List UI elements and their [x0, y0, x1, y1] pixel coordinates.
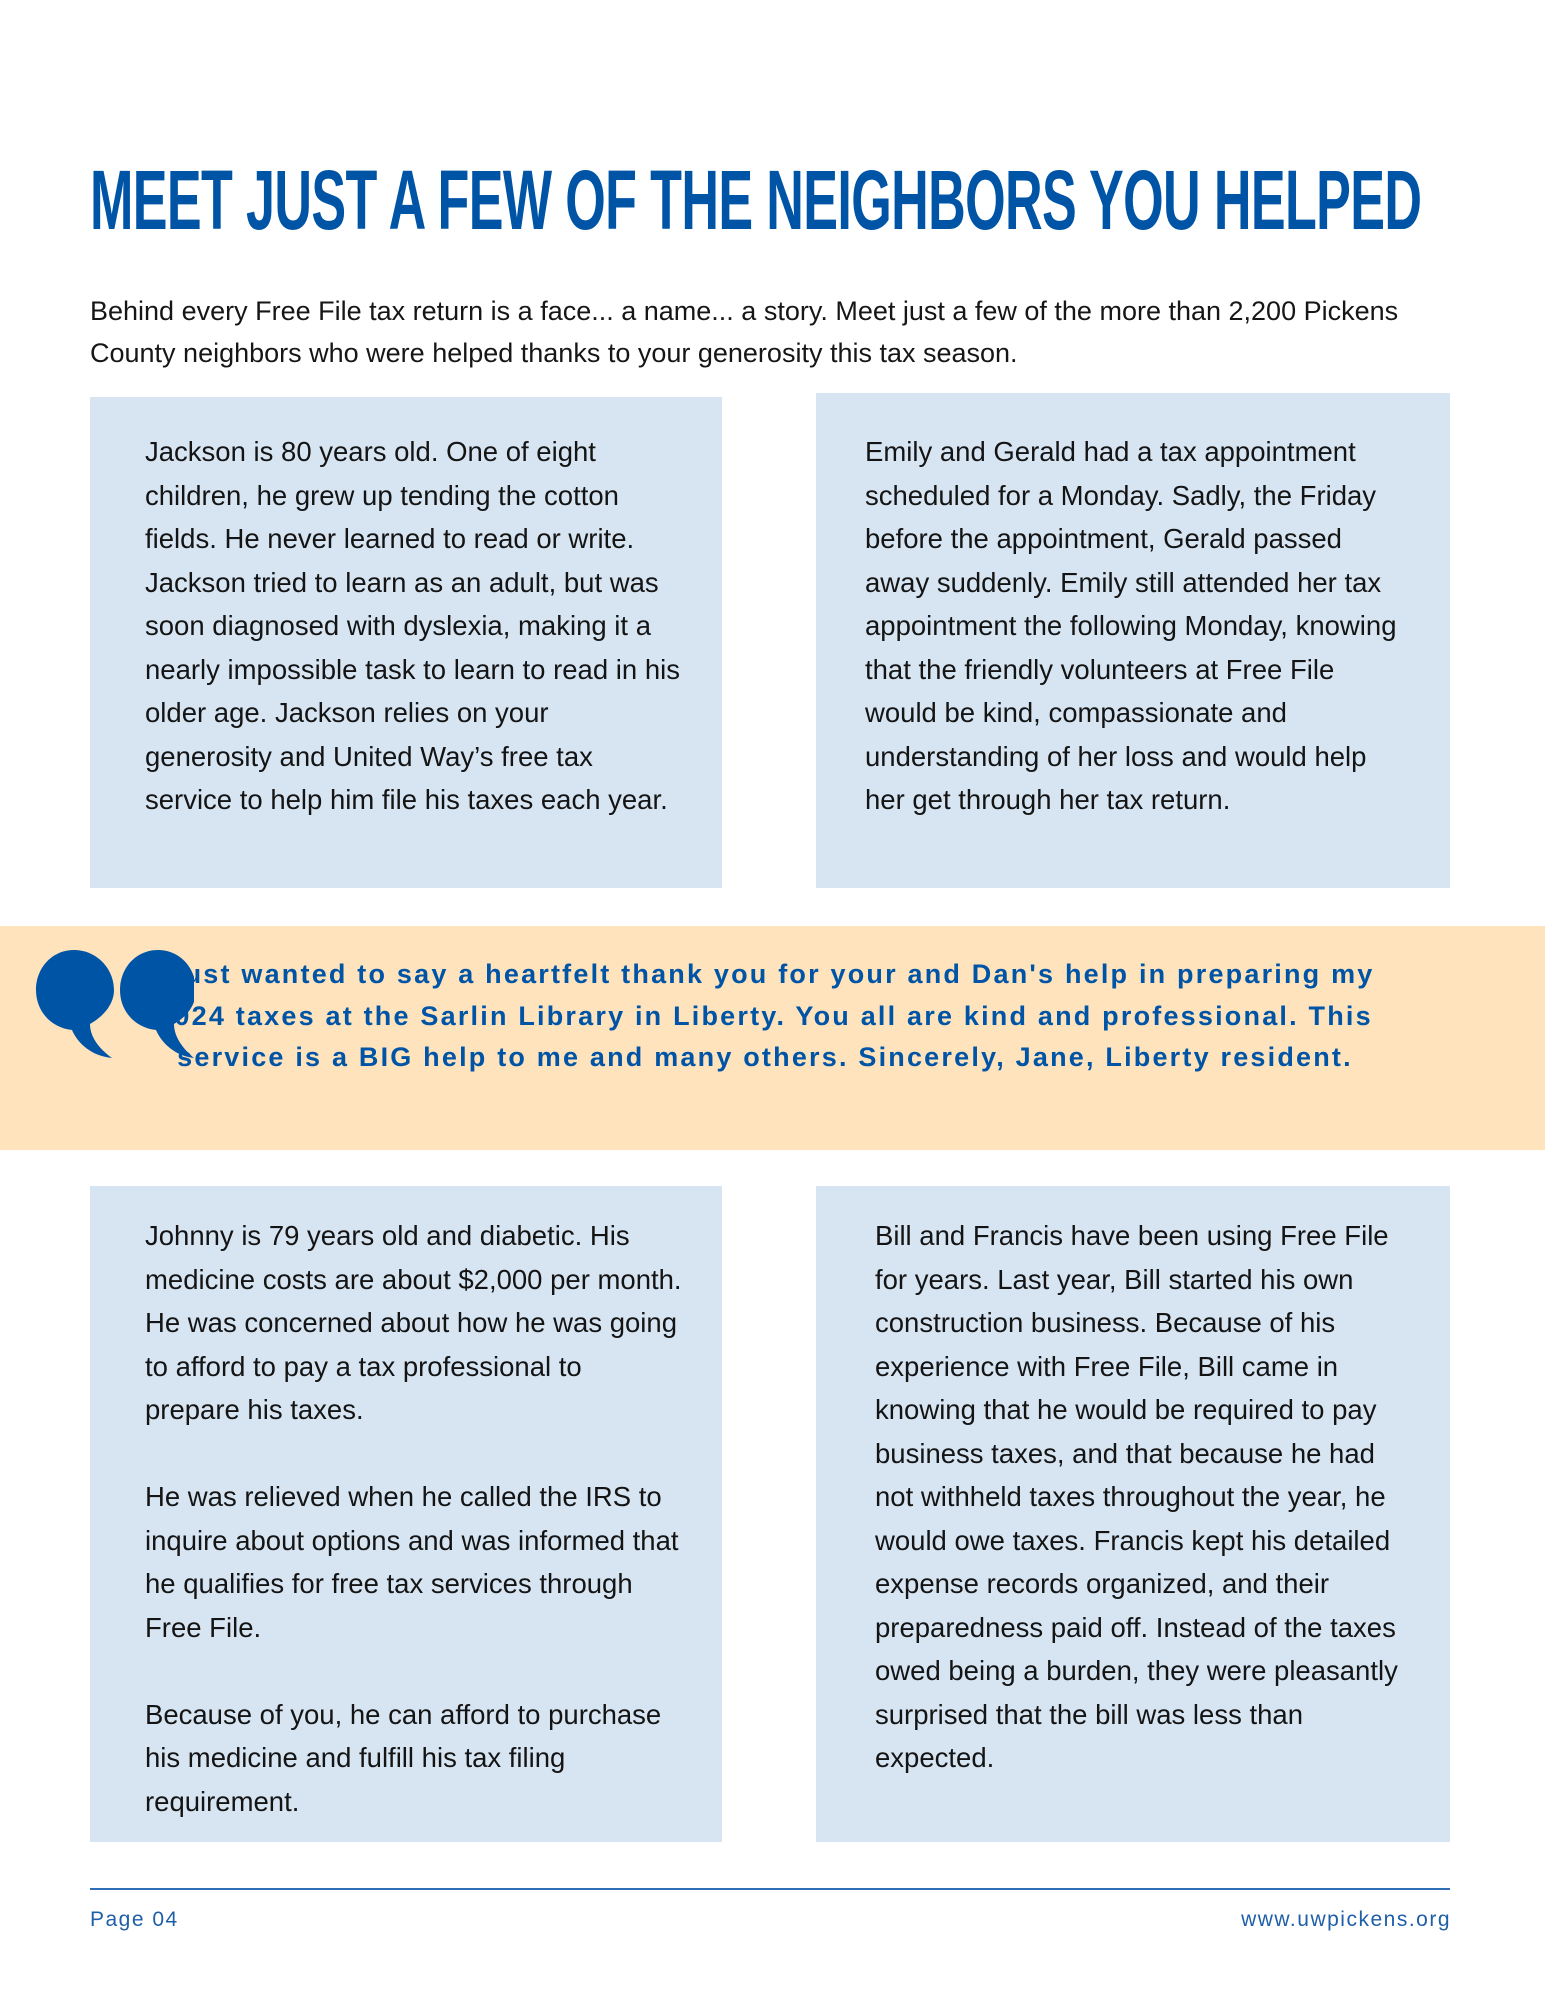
intro-paragraph: Behind every Free File tax return is a face... a name... a story. Meet just a few of the more than 2,200 Pickens County neighbors who were helped thanks to your generosity this tax season.: [90, 296, 1399, 368]
page-title: MEET JUST A FEW OF THE NEIGHBORS YOU HELPED: [90, 153, 1422, 247]
story-text: Bill and Francis have been using Free File for years. Last year, Bill started his own construction business. Because of his experience with Free File, Bill came in knowing that he would be required to pay business taxes, and that because he had not withheld taxes throughout the year, he would owe taxes. Francis kept his detailed expense records organized, and their preparedness paid off. Instead of the taxes owed being a burden, they were pleasantly surprised that the bill was less than expected.: [875, 1220, 1398, 1773]
testimonial-text: I just wanted to say a heartfelt thank you for your and Dan's help in preparing my 2024 taxes at the Sarlin Library in Liberty. You all are kind and professional. This service is a BIG help to me and many others. Sincerely, Jane, Liberty resident.: [155, 959, 1375, 1072]
website-link[interactable]: www.uwpickens.org: [1241, 1908, 1451, 1931]
story-text: Because of you, he can afford to purchase his medicine and fulfill his tax filing requirement.: [145, 1698, 662, 1817]
story-text: Jackson is 80 years old. One of eight children, he grew up tending the cotton fields. He never learned to read or write. Jackson tried to learn as an adult, but was soon diagnosed with dyslexia, making it a nearly impossible task to learn to read in his older age. Jackson relies on your generosity and United Way’s free tax service to help him file his taxes each year.: [145, 436, 680, 815]
story-text: He was relieved when he called the IRS to inquire about options and was informed that he qualifies for free tax services through Free File.: [145, 1481, 679, 1643]
story-text: Johnny is 79 years old and diabetic. His medicine costs are about $2,000 per month. He was concerned about how he was going to afford to pay a tax professional to prepare his taxes.: [145, 1220, 682, 1425]
story-card-emily-gerald: [816, 393, 1450, 888]
story-card-bill-francis: [816, 1186, 1450, 1842]
story-card-jackson: [90, 397, 722, 888]
footer-divider: [90, 1888, 1450, 1890]
testimonial-band: [0, 926, 1545, 1150]
page-number: Page 04: [90, 1908, 179, 1931]
story-text: Emily and Gerald had a tax appointment scheduled for a Monday. Sadly, the Friday before the appointment, Gerald passed away suddenly. Emily still attended her tax appointment the following Monday, knowing that the friendly volunteers at Free File would be kind, compassionate and understanding of her loss and would help her get through her tax return.: [865, 436, 1397, 815]
story-card-johnny: [90, 1186, 722, 1842]
